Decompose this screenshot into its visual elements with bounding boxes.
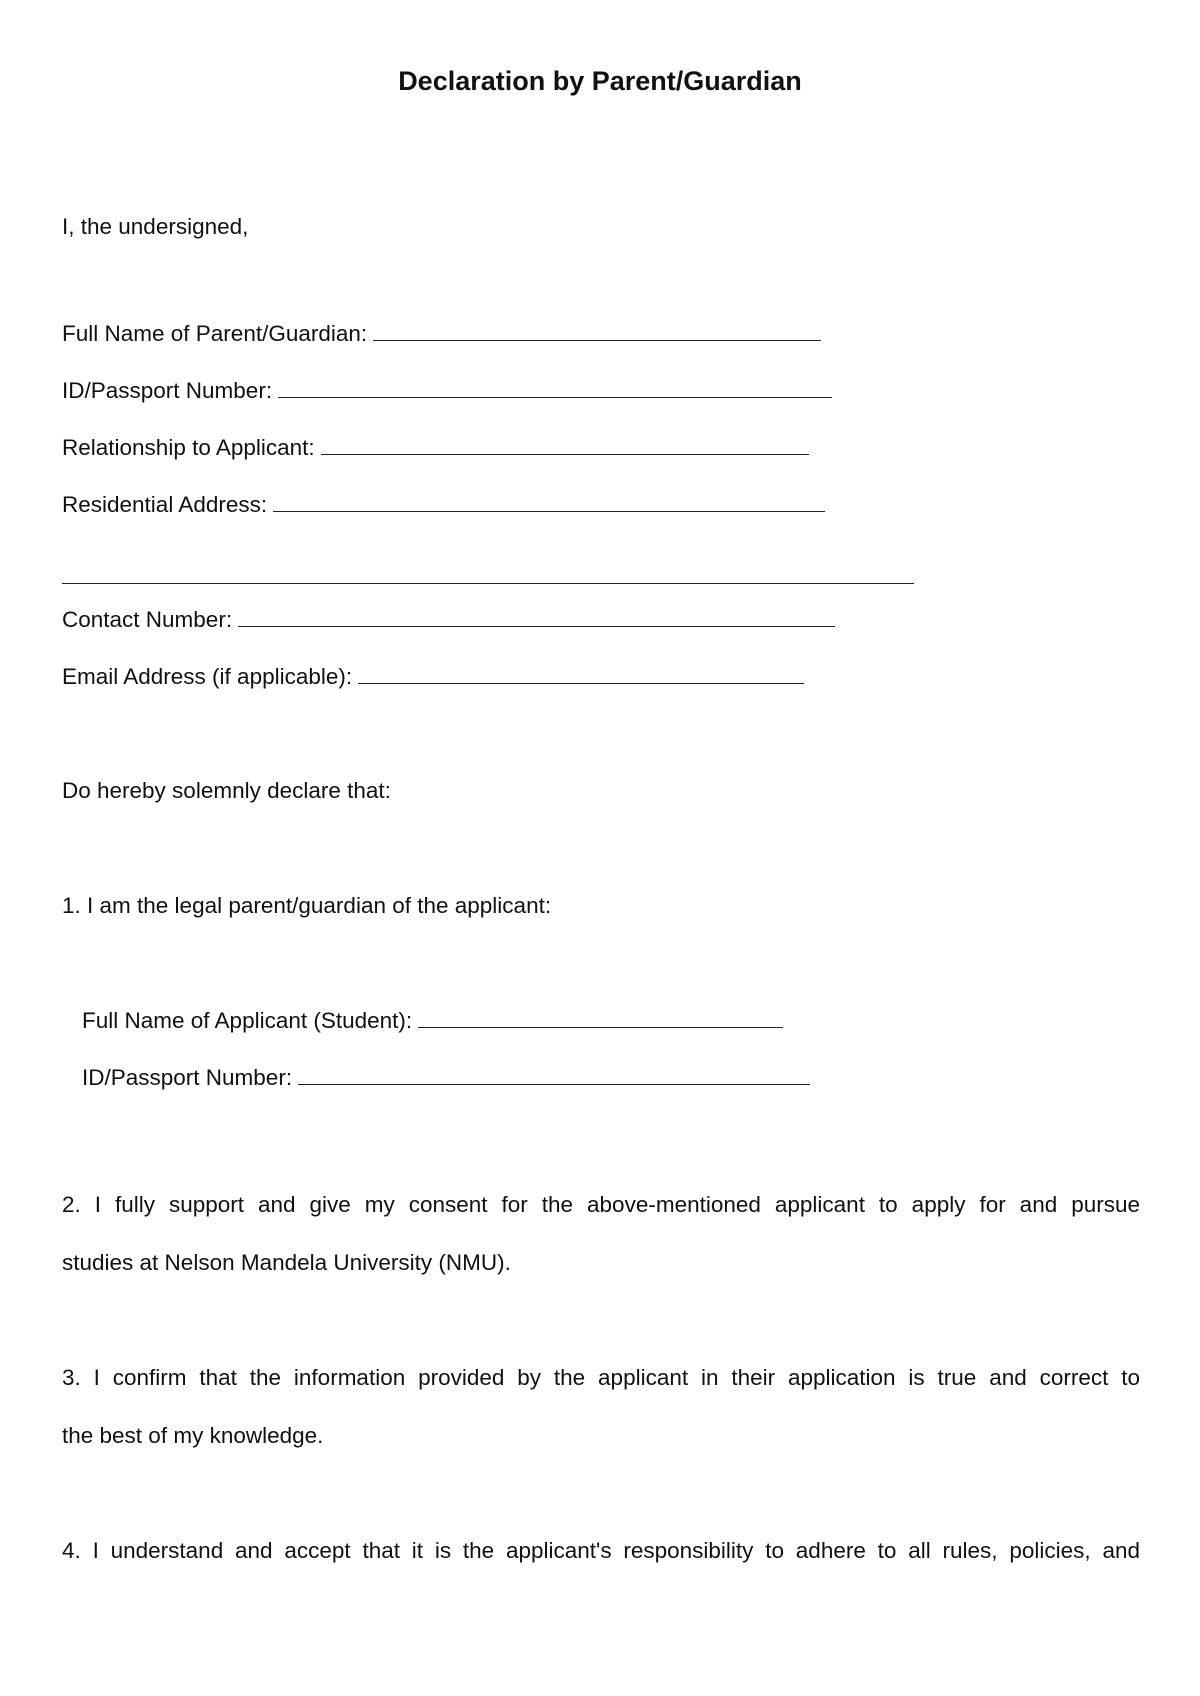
declaration-item-3 [62, 1349, 1140, 1465]
field-label: Residential Address: [62, 492, 268, 517]
relationship-field [62, 432, 809, 463]
intro-text: I, the undersigned, [62, 214, 249, 239]
address-blank[interactable] [273, 489, 825, 512]
item-2-line-1: 2. I fully support and give my consent for the above-mentioned applicant to apply for and pursue [62, 1192, 1140, 1217]
field-label: ID/Passport Number: [62, 378, 273, 403]
field-label: Full Name of Parent/Guardian: [62, 321, 368, 346]
field-label: Contact Number: [62, 607, 233, 632]
field-label: ID/Passport Number: [82, 1065, 293, 1090]
email-blank[interactable] [358, 661, 804, 684]
applicant-id-field [82, 1062, 810, 1093]
address-second-line-blank[interactable] [62, 583, 914, 584]
declaration-item-1: 1. I am the legal parent/guardian of the applicant: [62, 893, 552, 918]
guardian-id-blank[interactable] [278, 375, 832, 398]
field-label: Full Name of Applicant (Student): [82, 1008, 413, 1033]
declare-intro: Do hereby solemnly declare that: [62, 778, 391, 803]
guardian-name-field [62, 318, 821, 349]
applicant-name-blank[interactable] [418, 1005, 783, 1028]
item-3-line-2: the best of my knowledge. [62, 1423, 324, 1448]
email-field [62, 661, 804, 692]
item-4-line-1: 4. I understand and accept that it is the applicant's responsibility to adhere to all rules, policies, and [62, 1538, 1140, 1563]
contact-blank[interactable] [238, 604, 835, 627]
field-label: Email Address (if applicable): [62, 664, 353, 689]
guardian-name-blank[interactable] [373, 318, 821, 341]
applicant-id-blank[interactable] [298, 1062, 810, 1085]
relationship-blank[interactable] [321, 432, 809, 455]
field-label: Relationship to Applicant: [62, 435, 315, 460]
applicant-name-field [82, 1005, 783, 1036]
guardian-id-field [62, 375, 832, 406]
address-field [62, 489, 825, 520]
contact-field [62, 604, 835, 635]
document-title: Declaration by Parent/Guardian [398, 66, 802, 96]
declaration-item-4 [62, 1522, 1140, 1580]
declaration-item-2 [62, 1176, 1140, 1292]
item-3-line-1: 3. I confirm that the information provided by the applicant in their application is true and correct to [62, 1365, 1140, 1390]
item-2-line-2: studies at Nelson Mandela University (NMU). [62, 1250, 511, 1275]
